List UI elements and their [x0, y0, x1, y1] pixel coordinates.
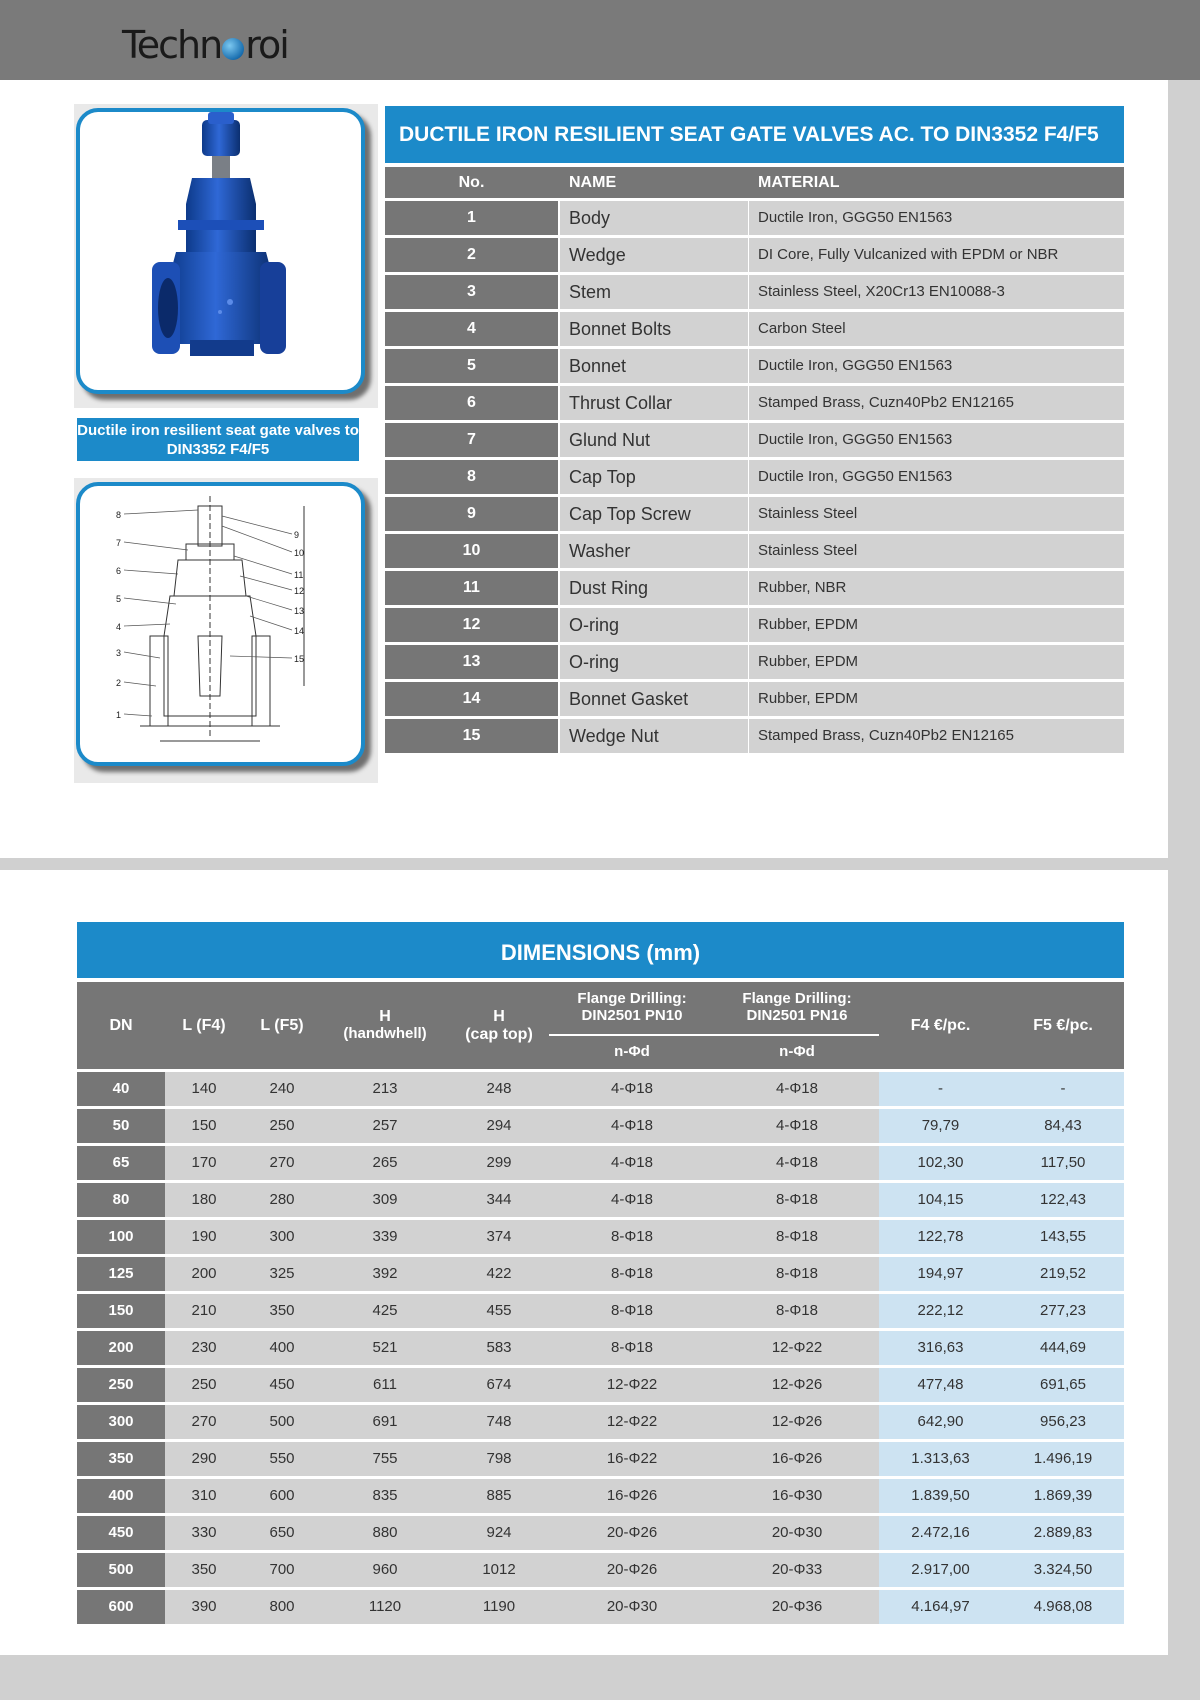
dimensions-table-row: [77, 1072, 1124, 1106]
part-name: Wedge: [560, 238, 748, 272]
cell-dn: 50: [77, 1109, 165, 1143]
cell-h-cap-top: 1190: [449, 1590, 549, 1624]
dimensions-table-header: [77, 982, 1124, 1069]
valve-cross-section-drawing: [80, 486, 361, 762]
cell-dn: 500: [77, 1553, 165, 1587]
header-flange-pn16: [715, 990, 879, 1024]
dimensions-table-row: [77, 1405, 1124, 1439]
cell-f4-price: 1.839,50: [879, 1479, 1002, 1513]
cell-flange-pn16: 4-Φ18: [715, 1072, 879, 1106]
logo-text-end: roi: [245, 23, 288, 67]
flange-header-divider: [549, 1034, 879, 1036]
part-material: Rubber, EPDM: [749, 682, 1124, 716]
cell-l-f5: 650: [243, 1516, 321, 1550]
parts-table-row: [385, 571, 1124, 605]
parts-table-row: [385, 719, 1124, 753]
cell-l-f4: 230: [165, 1331, 243, 1365]
cell-f5-price: 3.324,50: [1002, 1553, 1124, 1587]
part-name: Bonnet: [560, 349, 748, 383]
cell-h-cap-top: 1012: [449, 1553, 549, 1587]
part-material: Rubber, NBR: [749, 571, 1124, 605]
cell-l-f4: 190: [165, 1220, 243, 1254]
dimensions-table-row: [77, 1442, 1124, 1476]
cell-h-cap-top: 748: [449, 1405, 549, 1439]
dimensions-table-row: [77, 1590, 1124, 1624]
cell-f4-price: 4.164,97: [879, 1590, 1002, 1624]
parts-table-row: [385, 534, 1124, 568]
cell-l-f4: 140: [165, 1072, 243, 1106]
cell-f4-price: 102,30: [879, 1146, 1002, 1180]
cell-flange-pn10: 4-Φ18: [549, 1072, 715, 1106]
part-material: Ductile Iron, GGG50 EN1563: [749, 423, 1124, 457]
cell-f5-price: 4.968,08: [1002, 1590, 1124, 1624]
part-number: 13: [385, 645, 558, 679]
header-l-f5: L (F5): [260, 1017, 304, 1034]
cell-f4-price: 2.917,00: [879, 1553, 1002, 1587]
cell-flange-pn16: 12-Φ26: [715, 1405, 879, 1439]
cell-l-f5: 500: [243, 1405, 321, 1439]
globe-icon: [222, 38, 244, 60]
cell-dn: 65: [77, 1146, 165, 1180]
cell-h-handwheel: 835: [321, 1479, 449, 1513]
part-material: Rubber, EPDM: [749, 608, 1124, 642]
cell-dn: 200: [77, 1331, 165, 1365]
cell-dn: 125: [77, 1257, 165, 1291]
cell-l-f4: 170: [165, 1146, 243, 1180]
cell-flange-pn10: 8-Φ18: [549, 1294, 715, 1328]
cell-f5-price: 143,55: [1002, 1220, 1124, 1254]
parts-table-row: [385, 460, 1124, 494]
header-f4-price: F4 €/pc.: [910, 1017, 971, 1034]
cell-f5-price: 277,23: [1002, 1294, 1124, 1328]
cell-f4-price: 1.313,63: [879, 1442, 1002, 1476]
part-number: 5: [385, 349, 558, 383]
part-number: 4: [385, 312, 558, 346]
cell-flange-pn10: 16-Φ26: [549, 1479, 715, 1513]
dimensions-table-row: [77, 1553, 1124, 1587]
cell-l-f5: 400: [243, 1331, 321, 1365]
cell-h-cap-top: 248: [449, 1072, 549, 1106]
drawing-label: 1: [116, 710, 122, 720]
cell-f4-price: 104,15: [879, 1183, 1002, 1217]
part-name: Thrust Collar: [560, 386, 748, 420]
cell-flange-pn10: 8-Φ18: [549, 1257, 715, 1291]
cell-f4-price: 122,78: [879, 1220, 1002, 1254]
logo-text-start: Techn: [122, 23, 222, 67]
cell-flange-pn10: 20-Φ26: [549, 1516, 715, 1550]
part-number: 12: [385, 608, 558, 642]
cell-dn: 350: [77, 1442, 165, 1476]
dimensions-table-row: [77, 1479, 1124, 1513]
product-caption: Ductile iron resilient seat gate valves to DIN3352 F4/F5: [77, 418, 359, 461]
cell-f5-price: 2.889,83: [1002, 1516, 1124, 1550]
parts-table-row: [385, 645, 1124, 679]
cell-f4-price: 2.472,16: [879, 1516, 1002, 1550]
header-h-handwheel-line1: H: [379, 1008, 391, 1025]
cell-flange-pn16: 8-Φ18: [715, 1220, 879, 1254]
parts-table-row: [385, 275, 1124, 309]
product-photo: [76, 108, 365, 394]
part-number: 15: [385, 719, 558, 753]
cell-flange-pn16: 4-Φ18: [715, 1109, 879, 1143]
parts-table-row: [385, 349, 1124, 383]
cell-dn: 450: [77, 1516, 165, 1550]
cell-f5-price: -: [1002, 1072, 1124, 1106]
cell-h-cap-top: 674: [449, 1368, 549, 1402]
dimensions-table-row: [77, 1220, 1124, 1254]
cell-l-f5: 600: [243, 1479, 321, 1513]
part-number: 1: [385, 201, 558, 235]
part-name: Dust Ring: [560, 571, 748, 605]
part-name: Washer: [560, 534, 748, 568]
header-h-handwheel-line2: (handwhell): [343, 1025, 427, 1042]
cell-l-f5: 700: [243, 1553, 321, 1587]
header-no: No.: [458, 174, 485, 191]
cell-l-f5: 300: [243, 1220, 321, 1254]
dimensions-table-row: [77, 1331, 1124, 1365]
header-dn: DN: [109, 1017, 133, 1034]
part-number: 7: [385, 423, 558, 457]
drawing-label: 2: [116, 678, 122, 688]
cell-h-cap-top: 924: [449, 1516, 549, 1550]
cell-l-f5: 550: [243, 1442, 321, 1476]
parts-table-row: [385, 682, 1124, 716]
parts-table-title: DUCTILE IRON RESILIENT SEAT GATE VALVES AC. TO DIN3352 F4/F5: [385, 106, 1124, 163]
dimensions-table-row: [77, 1368, 1124, 1402]
dimensions-table-row: [77, 1146, 1124, 1180]
cell-dn: 40: [77, 1072, 165, 1106]
part-material: Carbon Steel: [749, 312, 1124, 346]
part-name: Stem: [560, 275, 748, 309]
drawing-label: 10: [294, 548, 305, 558]
part-name: Wedge Nut: [560, 719, 748, 753]
cell-flange-pn16: 12-Φ26: [715, 1368, 879, 1402]
cell-f5-price: 1.496,19: [1002, 1442, 1124, 1476]
part-name: Bonnet Bolts: [560, 312, 748, 346]
cell-l-f5: 450: [243, 1368, 321, 1402]
cell-h-handwheel: 691: [321, 1405, 449, 1439]
parts-table-row: [385, 423, 1124, 457]
cell-h-handwheel: 339: [321, 1220, 449, 1254]
cell-l-f4: 250: [165, 1368, 243, 1402]
cell-l-f5: 250: [243, 1109, 321, 1143]
parts-table-row: [385, 608, 1124, 642]
header-h-cap-top: [449, 1008, 549, 1044]
cell-l-f5: 325: [243, 1257, 321, 1291]
cell-flange-pn16: 16-Φ30: [715, 1479, 879, 1513]
cell-h-cap-top: 885: [449, 1479, 549, 1513]
cell-flange-pn10: 4-Φ18: [549, 1146, 715, 1180]
cell-h-handwheel: 392: [321, 1257, 449, 1291]
cell-f4-price: 316,63: [879, 1331, 1002, 1365]
cell-l-f5: 240: [243, 1072, 321, 1106]
cell-flange-pn16: 8-Φ18: [715, 1257, 879, 1291]
cell-l-f4: 310: [165, 1479, 243, 1513]
cell-flange-pn10: 12-Φ22: [549, 1368, 715, 1402]
cell-h-cap-top: 294: [449, 1109, 549, 1143]
cell-f4-price: 79,79: [879, 1109, 1002, 1143]
cell-h-handwheel: 309: [321, 1183, 449, 1217]
header-h-cap-top-line1: H: [493, 1008, 505, 1025]
cell-h-cap-top: 422: [449, 1257, 549, 1291]
dimensions-table-row: [77, 1109, 1124, 1143]
header-material: MATERIAL: [758, 174, 840, 191]
footer-band: [0, 1655, 1200, 1700]
cell-h-handwheel: 960: [321, 1553, 449, 1587]
part-number: 14: [385, 682, 558, 716]
header-h-handwheel: [321, 1008, 449, 1042]
drawing-label: 11: [294, 570, 304, 580]
dimensions-table-row: [77, 1183, 1124, 1217]
drawing-label: 14: [294, 626, 305, 636]
part-name: Bonnet Gasket: [560, 682, 748, 716]
part-name: Glund Nut: [560, 423, 748, 457]
cell-h-cap-top: 798: [449, 1442, 549, 1476]
part-number: 6: [385, 386, 558, 420]
drawing-label: 6: [116, 566, 122, 576]
cell-l-f4: 210: [165, 1294, 243, 1328]
cell-flange-pn10: 4-Φ18: [549, 1109, 715, 1143]
part-material: Stainless Steel: [749, 534, 1124, 568]
part-name: O-ring: [560, 608, 748, 642]
drawing-label: 3: [116, 648, 122, 658]
cell-h-handwheel: 755: [321, 1442, 449, 1476]
drawing-label: 12: [294, 586, 305, 596]
dimensions-table-title: DIMENSIONS (mm): [77, 922, 1124, 978]
cell-flange-pn10: 12-Φ22: [549, 1405, 715, 1439]
cell-f5-price: 956,23: [1002, 1405, 1124, 1439]
drawing-label: 15: [294, 654, 305, 664]
cell-dn: 300: [77, 1405, 165, 1439]
part-number: 10: [385, 534, 558, 568]
technoroi-logo: [122, 23, 288, 67]
cell-flange-pn16: 8-Φ18: [715, 1183, 879, 1217]
part-material: DI Core, Fully Vulcanized with EPDM or NBR: [749, 238, 1124, 272]
part-number: 8: [385, 460, 558, 494]
drawing-label: 4: [116, 622, 122, 632]
technical-drawing: [76, 482, 365, 766]
cell-h-handwheel: 611: [321, 1368, 449, 1402]
header-flange-pn10-line1: Flange Drilling:: [577, 990, 687, 1007]
cell-dn: 600: [77, 1590, 165, 1624]
part-material: Rubber, EPDM: [749, 645, 1124, 679]
dimensions-table-row: [77, 1516, 1124, 1550]
header-flange-pn16-line1: Flange Drilling:: [742, 990, 852, 1007]
drawing-label: 7: [116, 538, 122, 548]
drawing-label: 5: [116, 594, 122, 604]
right-side-strip: [1168, 80, 1200, 1700]
cell-h-cap-top: 299: [449, 1146, 549, 1180]
cell-f5-price: 219,52: [1002, 1257, 1124, 1291]
header-h-cap-top-line2: (cap top): [465, 1026, 533, 1043]
cell-flange-pn16: 8-Φ18: [715, 1294, 879, 1328]
part-number: 2: [385, 238, 558, 272]
dimensions-table-row: [77, 1294, 1124, 1328]
cell-f4-price: 642,90: [879, 1405, 1002, 1439]
cell-f4-price: 194,97: [879, 1257, 1002, 1291]
part-name: Cap Top: [560, 460, 748, 494]
cell-f5-price: 444,69: [1002, 1331, 1124, 1365]
cell-flange-pn10: 8-Φ18: [549, 1220, 715, 1254]
drawing-label: 9: [294, 530, 300, 540]
cell-dn: 150: [77, 1294, 165, 1328]
cell-l-f4: 150: [165, 1109, 243, 1143]
part-number: 11: [385, 571, 558, 605]
cell-h-handwheel: 521: [321, 1331, 449, 1365]
part-material: Ductile Iron, GGG50 EN1563: [749, 349, 1124, 383]
cell-l-f5: 800: [243, 1590, 321, 1624]
cell-h-handwheel: 880: [321, 1516, 449, 1550]
part-name: O-ring: [560, 645, 748, 679]
cell-flange-pn16: 12-Φ22: [715, 1331, 879, 1365]
cell-l-f4: 180: [165, 1183, 243, 1217]
cell-h-cap-top: 374: [449, 1220, 549, 1254]
parts-table-row: [385, 201, 1124, 235]
cell-h-handwheel: 213: [321, 1072, 449, 1106]
part-name: Cap Top Screw: [560, 497, 748, 531]
cell-f4-price: 477,48: [879, 1368, 1002, 1402]
part-number: 3: [385, 275, 558, 309]
cell-h-handwheel: 425: [321, 1294, 449, 1328]
cell-flange-pn16: 20-Φ33: [715, 1553, 879, 1587]
cell-f5-price: 117,50: [1002, 1146, 1124, 1180]
cell-l-f4: 200: [165, 1257, 243, 1291]
cell-h-handwheel: 265: [321, 1146, 449, 1180]
part-name: Body: [560, 201, 748, 235]
parts-table-row: [385, 497, 1124, 531]
cell-flange-pn16: 20-Φ30: [715, 1516, 879, 1550]
cell-flange-pn10: 8-Φ18: [549, 1331, 715, 1365]
cell-h-cap-top: 344: [449, 1183, 549, 1217]
cell-l-f4: 270: [165, 1405, 243, 1439]
cell-l-f5: 350: [243, 1294, 321, 1328]
cell-dn: 80: [77, 1183, 165, 1217]
cell-flange-pn16: 20-Φ36: [715, 1590, 879, 1624]
header-sub-pn10: n-Φd: [614, 1043, 650, 1060]
cell-flange-pn10: 4-Φ18: [549, 1183, 715, 1217]
cell-l-f4: 350: [165, 1553, 243, 1587]
part-material: Ductile Iron, GGG50 EN1563: [749, 201, 1124, 235]
cell-l-f5: 280: [243, 1183, 321, 1217]
parts-table-row: [385, 238, 1124, 272]
drawing-label: 13: [294, 606, 305, 616]
cell-f4-price: -: [879, 1072, 1002, 1106]
header-flange-pn16-line2: DIN2501 PN16: [746, 1007, 848, 1024]
dimensions-table-row: [77, 1257, 1124, 1291]
header-flange-pn10-line2: DIN2501 PN10: [581, 1007, 683, 1024]
part-material: Stamped Brass, Cuzn40Pb2 EN12165: [749, 719, 1124, 753]
header-sub-pn16: n-Φd: [779, 1043, 815, 1060]
parts-table-header: [385, 167, 1124, 198]
cell-dn: 100: [77, 1220, 165, 1254]
cell-f5-price: 1.869,39: [1002, 1479, 1124, 1513]
cell-flange-pn10: 20-Φ30: [549, 1590, 715, 1624]
cell-flange-pn16: 4-Φ18: [715, 1146, 879, 1180]
cell-f5-price: 122,43: [1002, 1183, 1124, 1217]
parts-table-row: [385, 312, 1124, 346]
parts-table-row: [385, 386, 1124, 420]
gate-valve-illustration: [80, 112, 361, 390]
section-divider: [0, 858, 1168, 870]
cell-l-f4: 390: [165, 1590, 243, 1624]
cell-f4-price: 222,12: [879, 1294, 1002, 1328]
header-l-f4: L (F4): [182, 1017, 226, 1034]
cell-l-f4: 290: [165, 1442, 243, 1476]
cell-flange-pn10: 16-Φ22: [549, 1442, 715, 1476]
cell-h-handwheel: 257: [321, 1109, 449, 1143]
part-material: Ductile Iron, GGG50 EN1563: [749, 460, 1124, 494]
cell-h-handwheel: 1120: [321, 1590, 449, 1624]
cell-f5-price: 691,65: [1002, 1368, 1124, 1402]
part-material: Stainless Steel: [749, 497, 1124, 531]
cell-dn: 250: [77, 1368, 165, 1402]
cell-f5-price: 84,43: [1002, 1109, 1124, 1143]
header-f5-price: F5 €/pc.: [1033, 1017, 1093, 1034]
part-material: Stainless Steel, X20Cr13 EN10088-3: [749, 275, 1124, 309]
header-flange-pn10: [549, 990, 715, 1024]
part-number: 9: [385, 497, 558, 531]
cell-dn: 400: [77, 1479, 165, 1513]
cell-flange-pn16: 16-Φ26: [715, 1442, 879, 1476]
cell-h-cap-top: 455: [449, 1294, 549, 1328]
header-name: NAME: [569, 174, 617, 191]
cell-flange-pn10: 20-Φ26: [549, 1553, 715, 1587]
cell-h-cap-top: 583: [449, 1331, 549, 1365]
drawing-label: 8: [116, 510, 122, 520]
cell-l-f4: 330: [165, 1516, 243, 1550]
part-material: Stamped Brass, Cuzn40Pb2 EN12165: [749, 386, 1124, 420]
cell-l-f5: 270: [243, 1146, 321, 1180]
